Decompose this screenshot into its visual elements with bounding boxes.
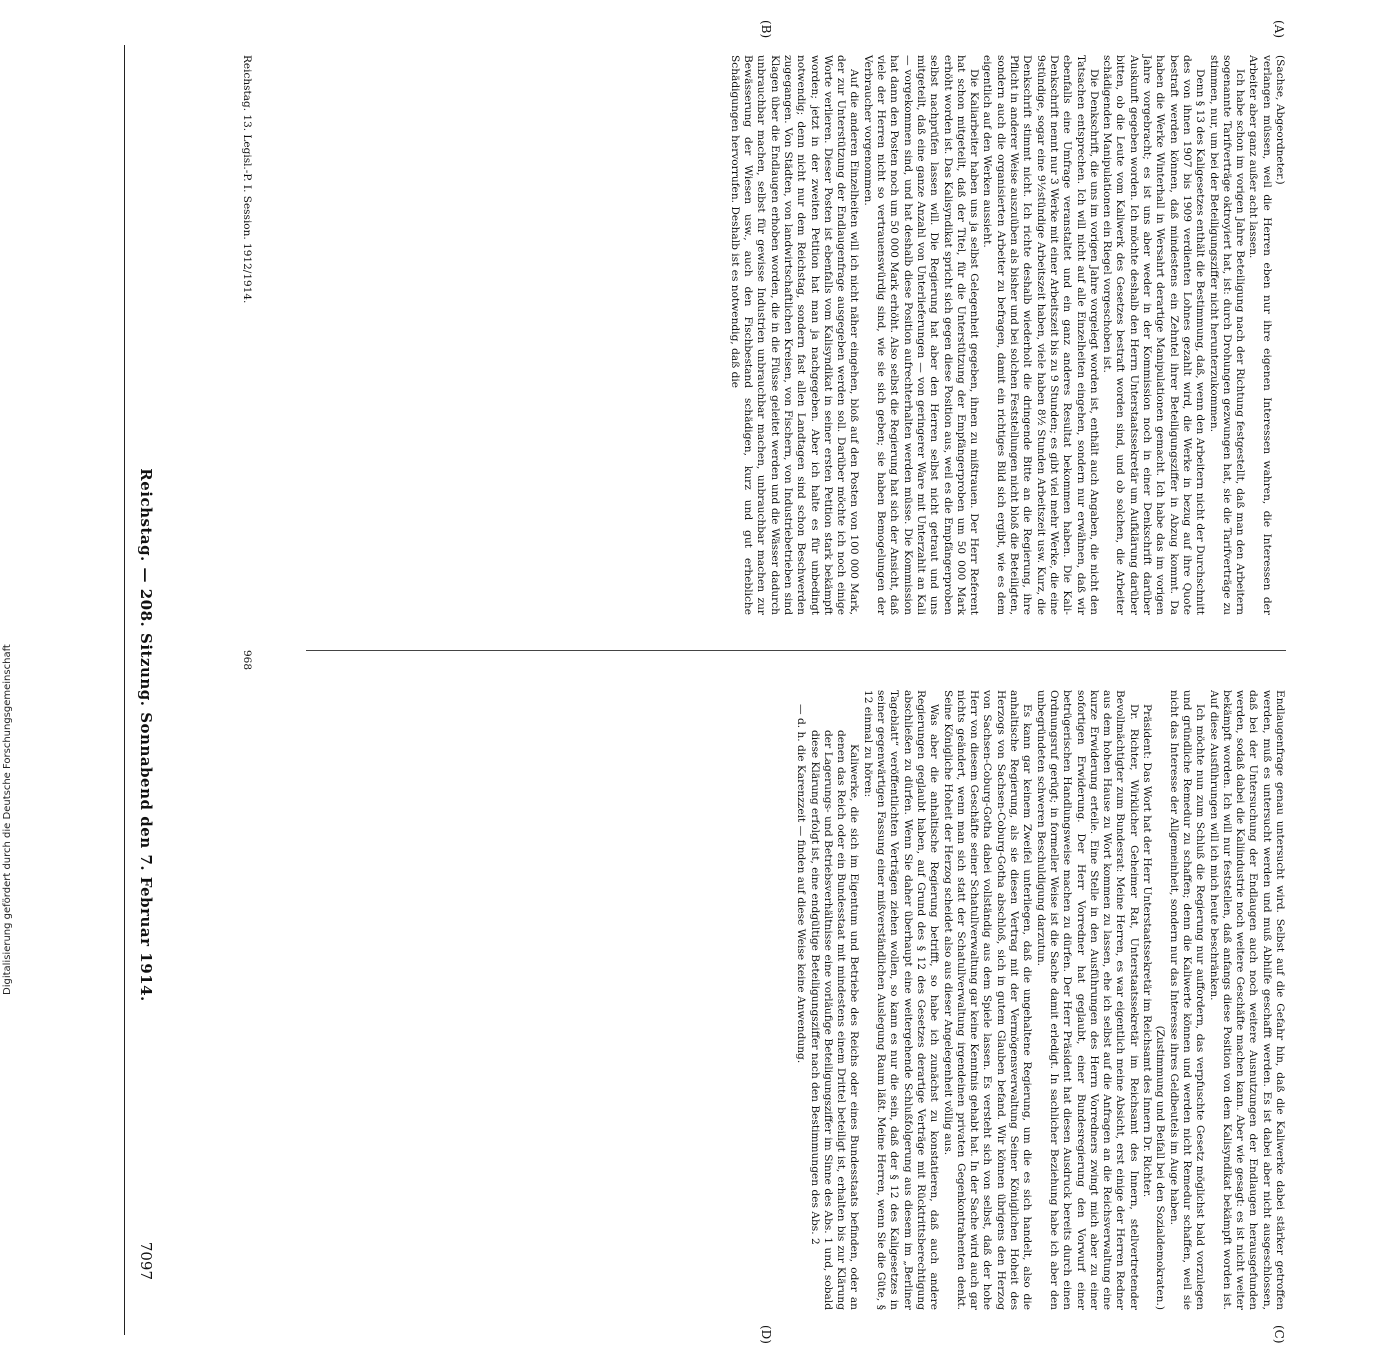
paragraph: Ich möchte nun zum Schluß die Regierung nur auffordern, das verpfuschte Gesetz möglichst bald vorzulegen und gründliche Remedur zu schaffen; denn die Kaliwerte können und werden nicht Remedur schaffen, weil sie nicht das Interesse der Allgemeinheit, sondern nur das Interesse ihres Geldbeutels im Auge haben. xyxy=(1167,690,1207,1310)
left-column xyxy=(728,55,1286,615)
paragraph: Dr. Richter, Wirklicher Geheimer Rat, Unterstaatssekretär im Reichsamt des Innern, stellvertretender Bevollmächtigter zum Bundesrat: Meine Herren, es war eigentlich meine Absicht, erst einige der Herren Redner aus dem hohen Hause zu Wort kommen zu lassen, ehe ich selbst auf die Anfragen an die Reichsverwaltung eine kurze Erwiderung erteile. Eine Stelle in den Ausführungen des Herrn Vorredners zwingt mich aber zu einer sofortigen Erwiderung. Der Herr Vorredner hat geglaubt, einer Bundesregierung den Vorwurf einer betrügerischen Handlungsweise machen zu dürfen. Der Herr Präsident hat diesen Ausdruck bereits durch einen Ordnungsruf gerügt; in formeller Weise ist die Sache damit erledigt. In sachlicher Beziehung habe ich aber den unbegründeten schweren Beschuldigung darzutun. xyxy=(1034,690,1140,1310)
page-header-title: Reichstag. — 208. Sitzung. Sonnabend den 7. Februar 1914. xyxy=(137,468,155,1002)
margin-d: (D) xyxy=(759,1325,773,1344)
paragraph: Was aber die anhaltische Regierung betrifft, so habe ich zunächst zu konstatieren, daß auch andere Regierungen geglaubt haben, auf Grund des § 12 des Gesetzes derartige Verträge mit Rücktrittsberechtigung abschließen zu dürfen. Wenn Sie daher überhaupt eine weitergehende Schlußfolgerung aus diesem im „Berliner Tageblatt“ veröffentlichten Verträgen ziehen wollen, so kann es nur die sein, daß der § 12 des Kaligesetzes in seiner gegenwärtigen Fassung einer mißverständlichen Auslegung Raum läßt. Meine Herren, wenn Sie die Güte, § 12 einmal zu hören: xyxy=(861,690,941,1310)
side-attribution: Digitalisierung gefördert durch die Deutsche Forschungsgemeinschaft xyxy=(2,644,13,995)
page-number: 7097 xyxy=(137,1241,155,1280)
paragraph: Präsident: Das Wort hat der Herr Unterstaatssekretär im Reichsamt des Innern Dr. Richter. xyxy=(1141,704,1154,1198)
paragraph: Die Denkschrift, die uns im vorigen Jahre vorgelegt worden ist, enthält auch Angaben, die nicht den Tatsachen entsprechen. Ich will nicht auf alle Einzelheiten eingehen, sondern nur erwähnen, daß wir ebenfalls eine Umfrage veranstaltet und ein ganz anderes Resultat bekommen haben. Die Kali-Denkschrift nennt nur 3 Werke mit einer Arbeitszeit bis zu 9 Stunden; es gibt viel mehr Werke, die eine 9stündige, sogar eine 9½stündige Arbeitszeit haben, viele haben 8½ Stunden Arbeitszeit usw. Kurz, die Denkschrift stimmt nicht. Ich richte deshalb wiederholt die dringende Bitte an die Regierung, ihre Pflicht in anderer Weise auszuüben als bisher und bei solchen Feststellungen nicht bloß die Beteiligten, sondern auch die organisierten Arbeiter zu befragen, damit ein richtiges Bild sich ergibt, wie es dem eigentlich auf den Werken aussieht. xyxy=(981,55,1100,615)
paragraph: Denn § 13 des Kaligesetzes enthält die Bestimmung, daß, wenn den Arbeitern nicht der Durchschnitt des von ihnen 1907 bis 1909 verdienten Lohnes gezahlt wird, die Werke in bezug auf ihre Quote bestraft werden können, daß mindestens ein Zehntel ihrer Beteiligungsziffer in Abzug kommt. Da haben die Werke Winterhall in Wersahrt derartige Manipulationen gemacht. Ich habe das im vorigen Jahre vorgebracht; es ist uns aber weder in der Kommission noch in einer Denkschrift darüber Auskunft gegeben worden. Ich möchte deshalb den Herrn Unterstaatssekretär um Aufklärung darüber bitten, ob die Leute vom Kaliwerk des Gesetzes bestraft worden sind, und ob solchen, die Arbeiter schädigenden Manipulationen ein Riegel vorgeschoben ist. xyxy=(1101,55,1207,615)
side-margin xyxy=(0,0,16,1000)
paragraph: — d. h. die Karenzzeit — finden auf diese Weise keine Anwendung. xyxy=(795,704,808,1064)
paragraph: Endlaugenfrage genau untersucht wird. Selbst auf die Gefahr hin, daß die Kaliwerke dabei stärker getroffen werden, muß es untersucht werden und muß Abhilfe geschafft werden. Es ist dabei aber nicht ausgeschlossen, daß bei der Untersuchung der Endlaugen auch noch weitere Ausnutzungen der Endlaugen herausgefunden werden, sodaß dabei die Kaliindustrie noch weitere Geschäfte machen kann. Aber wie gesagt: es ist nicht weiter bekämpft worden. Ich will nur feststellen, daß anfangs diese Position von dem Kalisyndikat bekämpft worden ist. Auf diese Ausführungen will ich mich heute beschränken. xyxy=(1207,690,1286,1310)
margin-c: (C) xyxy=(1272,1325,1286,1344)
paragraph: Es kann gar keinem Zweifel unterliegen, daß die ungehaltene Regierung, um die es sich handelt, also die anhaltische Regierung, als sie diesen Vertrag mit der Vermögensverwaltung Seiner Königlichen Hoheit des Herzogs von Sachsen-Coburg-Gotha abschloß, sich in gutem Glauben befand. Wir können übrigens den Herzog von Sachsen-Coburg-Gotha dabei vollständig aus dem Spiele lassen. Es versteht sich von selbst, daß der hohe Herr von diesem Geschäfte seiner Schatullverwaltung gar keine Kenntnis gehabt hat. In der Sache wird auch gar nichts geändert, wenn man sich statt der Schatullverwaltung irgendeinen privaten Gegenkontrahenten denkt. Seine Königliche Hoheit der Herzog scheidet also aus dieser Angelegenheit völlig aus. xyxy=(941,690,1034,1310)
quotation: Kaliwerke, die sich im Eigentum und Betriebe des Reichs oder eines Bundesstaats befinden, oder an denen das Reich oder ein Bundesstaat mit mindestens einem Drittel beteiligt ist, erhalten bis zur Klärung der Lagerungs- und Betriebsverhältnisse eine vorläufige Beteiligungsziffer im Sinne des Abs. 1 und, sobald diese Klärung erfolgt ist, eine endgültige Beteiligungsziffer nach den Bestimmungen des Abs. 2 xyxy=(808,730,861,1310)
margin-a: (A) xyxy=(1272,20,1286,39)
footer-text: Reichstag. 13. Legisl.-P. I. Session. 1912/1914. xyxy=(241,55,253,304)
footer-page-number: 968 xyxy=(241,650,253,671)
column-divider xyxy=(306,650,1286,651)
margin-b: (B) xyxy=(759,20,773,39)
paragraph: (Zustimmung und Beifall bei den Sozialdemokraten.) xyxy=(1154,1025,1167,1310)
paragraph: Auf die anderen Einzelheiten will ich nicht näher eingehen, bloß auf den Posten von 100 000 Mark, der zur Unterstützung der Endlaugenfrage ausgegeben werden soll. Darüber möchte ich noch einige Worte verlieren. Dieser Posten ist ebenfalls vom Kalisyndikat in seiner ersten Petition stark bekämpft worden; jetzt in der zweiten Petition hat man ja nachgegeben. Aber ich halte es für unbedingt notwendig; denn nicht nur dem Reichstag, sondern fast allen Landtagen sind schon Beschwerden zugegangen. Von Städten, von landwirtschaftlichen Kreisen, von Fischern, von Industriebetrieben sind Klagen über die Endlaugen erhoben worden, die in die Flüsse geleitet werden und die Wässer dadurch unbrauchbar machen, selbst für gewisse Industrien unbrauchbar machen, unbrauchbar machen zur Bewässerung der Wiesen usw., auch den Fischbestand schädigen, kurz und gut erhebliche Schädigungen hervorrufen. Deshalb ist es notwendig, daß die xyxy=(728,55,861,615)
paragraph: Die Kaliarbeiter haben uns ja selbst Gelegenheit gegeben, ihnen zu mißtrauen. Der Herr Referent hat schon mitgeteilt, daß der Titel, für die Unterstützung der Empfängerproben um 50 000 Mark erhöht worden ist. Das Kalisyndikat spricht sich gegen diese Position aus, weil es die Empfängerproben selbst nachprüfen lassen will. Die Regierung hat aber den Herren selbst nicht getraut und uns mitgeteilt, daß eine ganze Anzahl von Unterlieferungen — von geringerer Ware mit Unterzahlt an Kali — vorgekommen sind, und hat deshalb diese Position aufrechterhalten werden müsse. Die Kommission hat dann den Posten noch um 50 000 Mark erhöht. Also selbst die Regierung hat sich der Ansicht, daß viele der Herren nicht so vertrauenswürdig sind, wie sie sich geben; sie haben Bemogelungen der Verbraucher vorgenommen. xyxy=(861,55,981,615)
right-column xyxy=(794,690,1286,1310)
paragraph: verlangen müssen, weil die Herren eben nur ihre eigenen Interessen wahren, die Interessen der Arbeiter aber ganz außer acht lassen. xyxy=(1247,55,1273,615)
paragraph: (Sachse, Abgeordneter.) xyxy=(1274,55,1286,185)
paragraph: Ich habe schon im vorigen Jahre Beteiligung nach der Richtung festgestellt, daß man den Arbeitern sogenannte Tarifverträge oktroyiert hat, ist: durch Drohungen gezwungen hat, sie die Tarifverträge zu stimmen, nur, um bei der Beteiligungsziffer nicht herunterzukommen. xyxy=(1207,55,1247,615)
